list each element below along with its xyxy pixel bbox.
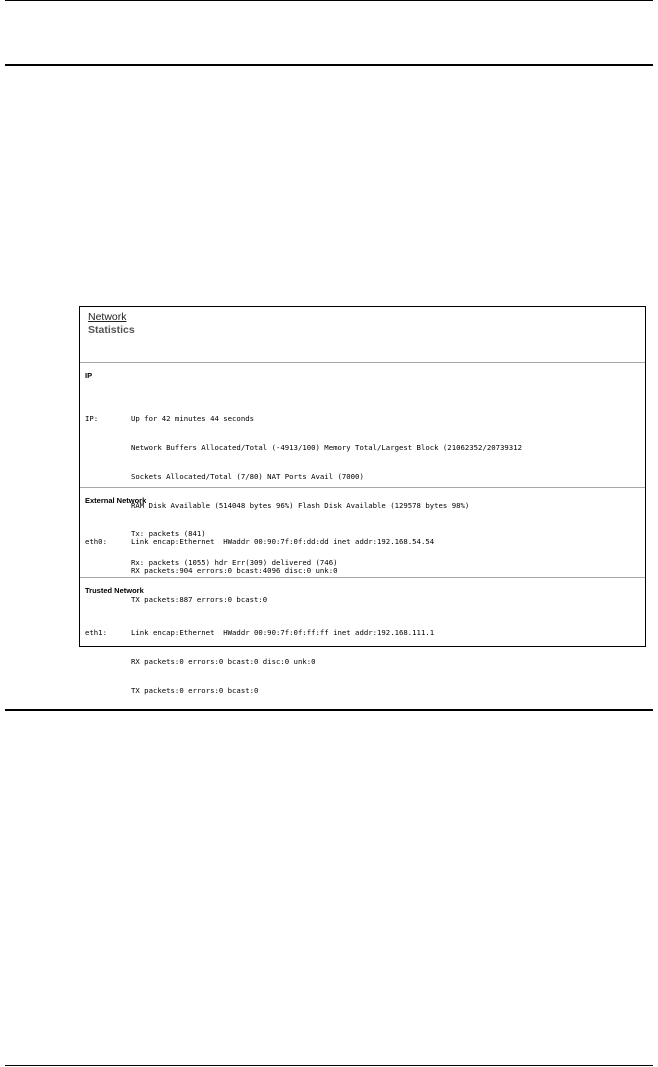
- eth1-stats-block: [85, 609, 434, 715]
- section-heading-ip: IP: [85, 371, 93, 380]
- page-title: Statistics: [88, 324, 135, 336]
- section-heading-external-network: External Network: [85, 496, 147, 505]
- ip-disk-line: RAM Disk Available (514048 bytes 96%) Flash Disk Available (129578 bytes 98%): [131, 500, 470, 510]
- section-heading-trusted-network: Trusted Network: [85, 586, 144, 595]
- section-divider-trusted: [80, 577, 645, 578]
- section-divider-ip: [80, 362, 645, 363]
- ip-tx-line: Tx: packets (841): [131, 529, 206, 539]
- eth1-tx-line: TX packets:0 errors:0 bcast:0: [131, 685, 259, 695]
- breadcrumb-network-link[interactable]: Network: [88, 311, 127, 323]
- eth1-link-line: Link encap:Ethernet HWaddr 00:90:7f:0f:ff:ff inet addr:192.168.111.1: [131, 628, 435, 638]
- eth0-label: eth0:: [85, 537, 107, 547]
- ip-sockets-line: Sockets Allocated/Total (7/80) NAT Ports Avail (7000): [131, 471, 364, 481]
- page-top-rule: [5, 0, 653, 1]
- eth0-tx-line: TX packets:887 errors:0 bcast:0: [131, 594, 268, 604]
- eth1-rx-line: RX packets:0 errors:0 bcast:0 disc:0 unk:0: [131, 656, 316, 666]
- eth0-rx-line: RX packets:904 errors:0 bcast:4096 disc:0 unk:0: [131, 565, 338, 575]
- section-divider-external: [80, 487, 645, 488]
- eth0-link-line: Link encap:Ethernet HWaddr 00:90:7f:0f:dd:dd inet addr:192.168.54.54: [131, 537, 435, 547]
- page-footer-rule: [5, 709, 653, 711]
- ip-uptime-line: Up for 42 minutes 44 seconds: [131, 414, 255, 424]
- ip-buffers-line: Network Buffers Allocated/Total (-4913/100) Memory Total/Largest Block (21062352/20739312: [131, 442, 522, 452]
- page-bottom-rule: [5, 1065, 653, 1066]
- network-statistics-screenshot: [79, 306, 646, 695]
- eth1-label: eth1:: [85, 628, 107, 638]
- ip-rx-line: Rx: packets (1055) hdr Err(309) delivered (746): [131, 558, 338, 568]
- eth0-stats-block: [85, 518, 434, 624]
- ip-label: IP:: [85, 414, 99, 424]
- page-header-rule: [5, 64, 653, 66]
